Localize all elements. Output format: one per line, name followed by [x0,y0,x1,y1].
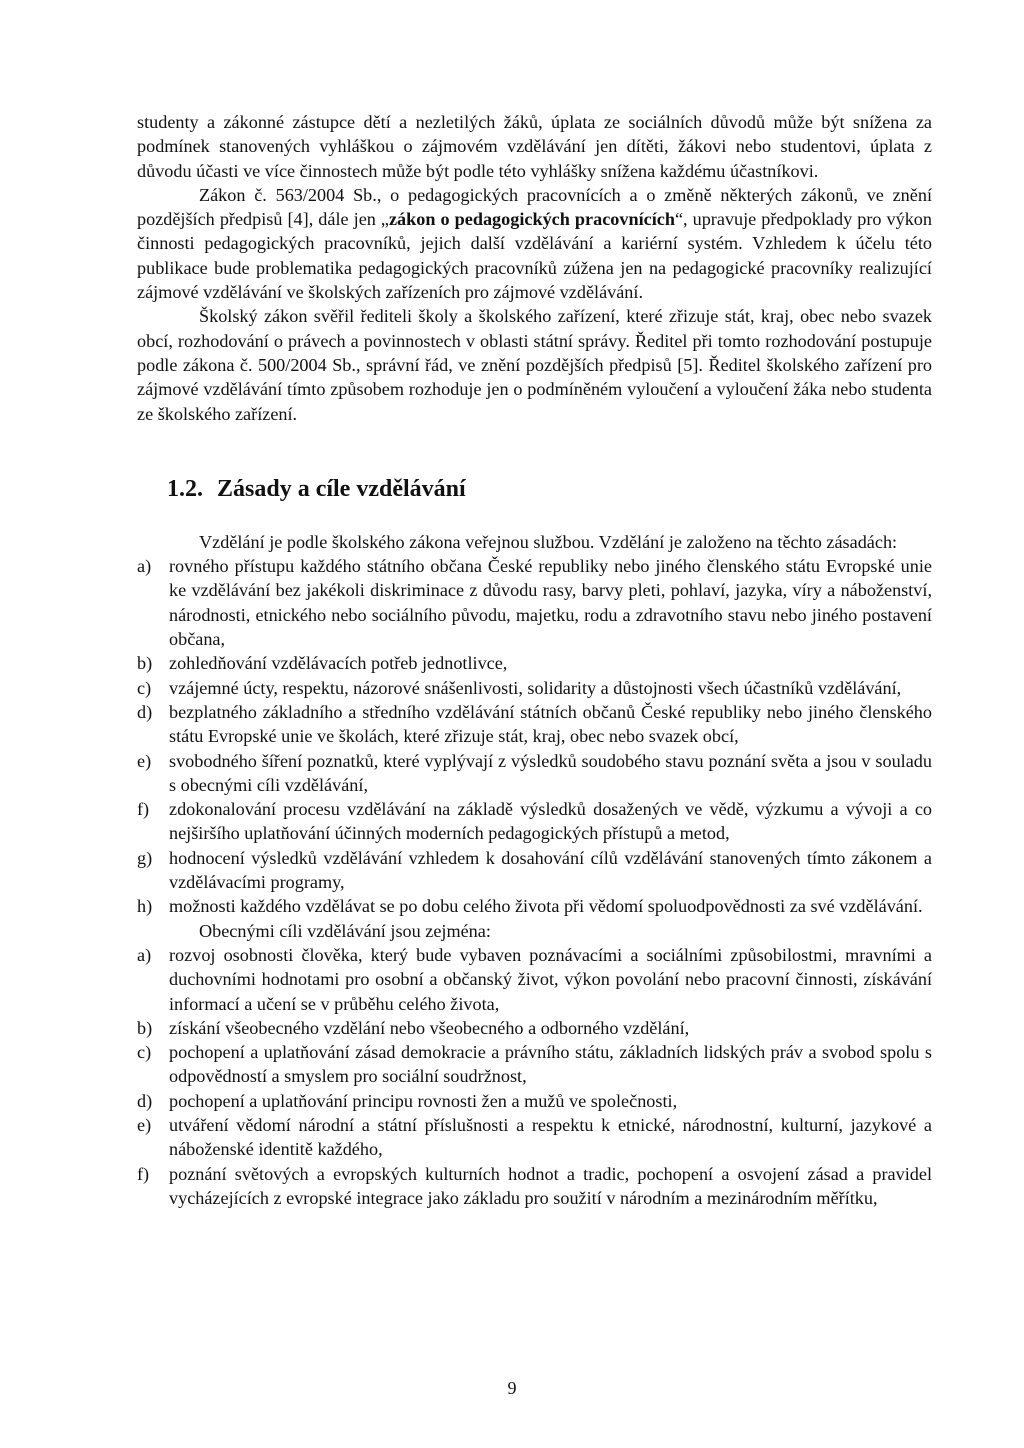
list-item [137,1162,932,1211]
section-number: 1.2. [167,475,203,502]
list-marker: g) [137,847,153,868]
list-item [137,797,932,846]
list-marker: e) [137,1114,152,1135]
list-marker: f) [137,799,150,820]
list-marker: b) [137,1017,153,1038]
list-item-text: pochopení a uplatňování zásad demokracie a právního státu, základních lidských práv a svobod spolu s odpovědností a smyslem pro sociální soudržnost, [169,1042,932,1087]
list-item-text: rozvoj osobnosti člověka, který bude vybaven poznávacími a sociálními způsobilostmi, mravními a duchovními hodnotami pro osobní a občanský život, výkon povolání nebo pracovní činnosti, získávání informací a učení se v průběhu celého života, [169,944,932,1014]
law-paragraph [137,183,932,304]
list-marker: h) [137,896,153,917]
list-marker: b) [137,653,153,674]
section-title: Zásady a cíle vzdělávání [217,475,466,502]
list-marker: d) [137,701,153,722]
list-item-text: poznání světových a evropských kulturních hodnot a tradic, pochopení a osvojení zásad a pravidel vycházejících z evropské integrace jako základu pro soužití v národním a mezinárodním měřítku, [169,1163,932,1208]
list-item [137,1040,932,1089]
list-marker: a) [137,556,152,577]
list-item-text: zdokonalování procesu vzdělávání na základě výsledků dosažených ve vědě, výzkumu a vývoji a co nejširšího uplatňování účinných moderních pedagogických přístupů a metod, [169,799,932,844]
list-item [137,1113,932,1162]
list-item-text: bezplatného základního a středního vzdělávání státních občanů České republiky nebo jiného členského státu Evropské unie ve školách, které zřizuje stát, kraj, obec nebo svazek obcí, [169,701,932,747]
list-item [137,651,932,675]
list-marker: f) [137,1163,150,1184]
school-law-paragraph: Školský zákon svěřil řediteli školy a školského zařízení, které zřizuje stát, kraj, obec nebo svazek obcí, rozhodování o právech a povinnostech v oblasti státní správy. Ředitel při tomto rozhodování postupuje podle zákona č. 500/2004 Sb., správní řád, ve znění pozdějších předpisů [5]. Ředitel školského zařízení pro zájmové vzdělávání tímto způsobem rozhoduje jen o podmíněném vyloučení a vyloučení žáka nebo studenta ze školského zařízení. [137,306,932,424]
page-number: 9 [507,1378,517,1398]
list-item [137,943,932,1016]
list-item-text: možnosti každého vzdělávat se po dobu celého života při vědomí spoluodpovědnosti za své vzdělávání. [169,896,923,917]
list-item-text: utváření vědomí národní a státní příslušnosti a respektu k etnické, národnostní, kulturní, jazykové a náboženské identitě každého, [169,1114,932,1160]
list-item [137,749,932,798]
list-marker: c) [137,1042,152,1063]
intro-paragraph: studenty a zákonné zástupce dětí a nezletilých žáků, úplata ze sociálních důvodů může být snížena za podmínek stanovených vyhláškou o zájmovém vzdělávání jen dítěti, žákovi nebo studentovi, úplata z důvodu účasti ve více činnostech může být podle této vyhlášky snížena každému účastníkovi. [137,112,932,181]
page-body [137,110,932,1210]
list-item [137,554,932,651]
list-item-text: zohledňování vzdělávacích potřeb jednotlivce, [169,653,508,674]
law-paragraph-after: “, upravuje předpoklady pro výkon činnosti pedagogických pracovníků, jejich další vzdělávání a kariérní systém. Vzhledem k účelu této publikace bude problematika pedagogických pracovníků zúžena jen na pedagogické pracovníky realizující zájmové vzdělávání ve školských zařízeních pro zájmové vzdělávání. [137,209,932,303]
law-paragraph-bold: zákon o pedagogických pracovnících [388,209,675,230]
list-item-text: rovného přístupu každého státního občana České republiky nebo jiného členského státu Evropské unie ke vzdělávání bez jakékoli diskriminace z důvodu rasy, barvy pleti, pohlaví, jazyka, víry a náboženství, národnosti, etnického nebo sociálního původu, majetku, rodu a zdravotního stavu nebo jiného postavení občana, [169,556,932,650]
list-item [137,1089,932,1113]
goals-intro: Obecnými cíli vzdělávání jsou zejména: [199,920,491,941]
list-item-text: hodnocení výsledků vzdělávání vzhledem k dosahování cílů vzdělávání stanovených tímto zákonem a vzdělávacími programy, [169,847,932,893]
list-item-text: pochopení a uplatňování principu rovnosti žen a mužů ve společnosti, [169,1090,678,1111]
principles-intro: Vzdělání je podle školského zákona veřejnou službou. Vzdělání je založeno na těchto zásadách: [199,531,898,552]
list-marker: c) [137,677,152,698]
list-item [137,676,932,700]
list-item [137,1016,932,1040]
goals-list [137,943,932,1210]
list-item-text: vzájemné úcty, respektu, názorové snášenlivosti, solidarity a důstojnosti všech účastníků vzdělávání, [169,677,902,698]
list-item-text: získání všeobecného vzdělání nebo všeobecného a odborného vzdělání, [169,1017,690,1038]
law-paragraph-before: Zákon č. 563/2004 Sb., o pedagogických pracovnících a o změně některých zákonů, ve znění pozdějších předpisů [4], dále jen „ [137,184,932,230]
section-heading [137,474,932,504]
principles-list [137,554,932,918]
list-marker: a) [137,944,152,965]
list-item [137,846,932,895]
list-item [137,700,932,749]
list-marker: d) [137,1090,153,1111]
list-item-text: svobodného šíření poznatků, které vyplývají z výsledků soudobého stavu poznání světa a jsou v souladu s obecnými cíli vzdělávání, [169,750,932,795]
list-marker: e) [137,750,152,771]
list-item [137,894,932,918]
